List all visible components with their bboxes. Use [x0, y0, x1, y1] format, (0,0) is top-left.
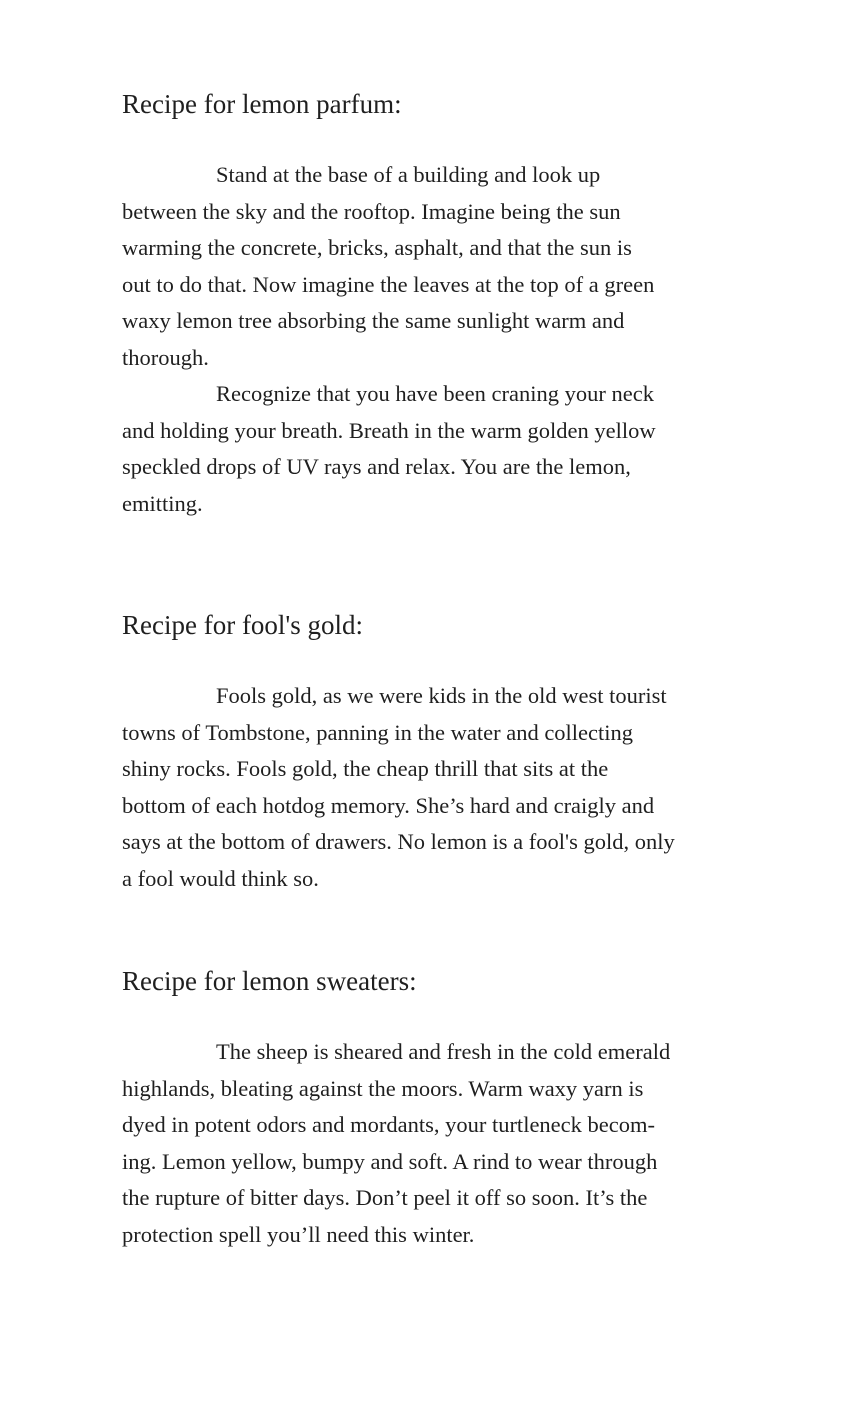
text-line: The sheep is sheared and fresh in the cold emerald	[216, 1039, 671, 1064]
section-heading: Recipe for fool's gold:	[122, 610, 364, 640]
text-line: and holding your breath. Breath in the warm golden yellow	[122, 417, 656, 443]
text-line: protection spell you’ll need this winter.	[122, 1221, 475, 1247]
recipe-section-fools-gold	[122, 609, 772, 897]
text-line: the rupture of bitter days. Don’t peel it off so soon. It’s the	[122, 1185, 648, 1210]
recipe-section-lemon-parfum	[122, 88, 772, 522]
text-line: thorough.	[122, 344, 209, 370]
section-heading: Recipe for lemon parfum:	[122, 89, 402, 119]
text-line: speckled drops of UV rays and relax. You are the lemon,	[122, 454, 631, 479]
text-line: Stand at the base of a building and look up	[216, 162, 601, 187]
text-line: Recognize that you have been craning your neck	[216, 381, 654, 406]
text-line: towns of Tombstone, panning in the water and collecting	[122, 719, 634, 745]
text-line: emitting.	[122, 490, 203, 516]
text-line: warming the concrete, bricks, asphalt, and that the sun is	[122, 235, 632, 260]
recipe-section-lemon-sweaters	[122, 965, 772, 1253]
text-line: waxy lemon tree absorbing the same sunlight warm and	[122, 308, 625, 333]
text-line: out to do that. Now imagine the leaves at the top of a green	[122, 271, 655, 297]
section-heading: Recipe for lemon sweaters:	[122, 966, 417, 996]
text-line: a fool would think so.	[122, 865, 319, 891]
section-body	[122, 157, 772, 522]
section-body	[122, 678, 772, 897]
text-line: bottom of each hotdog memory. She’s hard and craigly and	[122, 792, 655, 818]
text-line: highlands, bleating against the moors. Warm waxy yarn is	[122, 1075, 644, 1101]
text-line: Fools gold, as we were kids in the old west tourist	[216, 683, 667, 708]
text-line: shiny rocks. Fools gold, the cheap thrill that sits at the	[122, 756, 609, 781]
section-body	[122, 1034, 772, 1253]
text-line: dyed in potent odors and mordants, your turtleneck becom-	[122, 1112, 655, 1137]
text-line: between the sky and the rooftop. Imagine being the sun	[122, 198, 621, 224]
text-line: says at the bottom of drawers. No lemon is a fool's gold, only	[122, 829, 675, 854]
text-line: ing. Lemon yellow, bumpy and soft. A rind to wear through	[122, 1148, 658, 1174]
